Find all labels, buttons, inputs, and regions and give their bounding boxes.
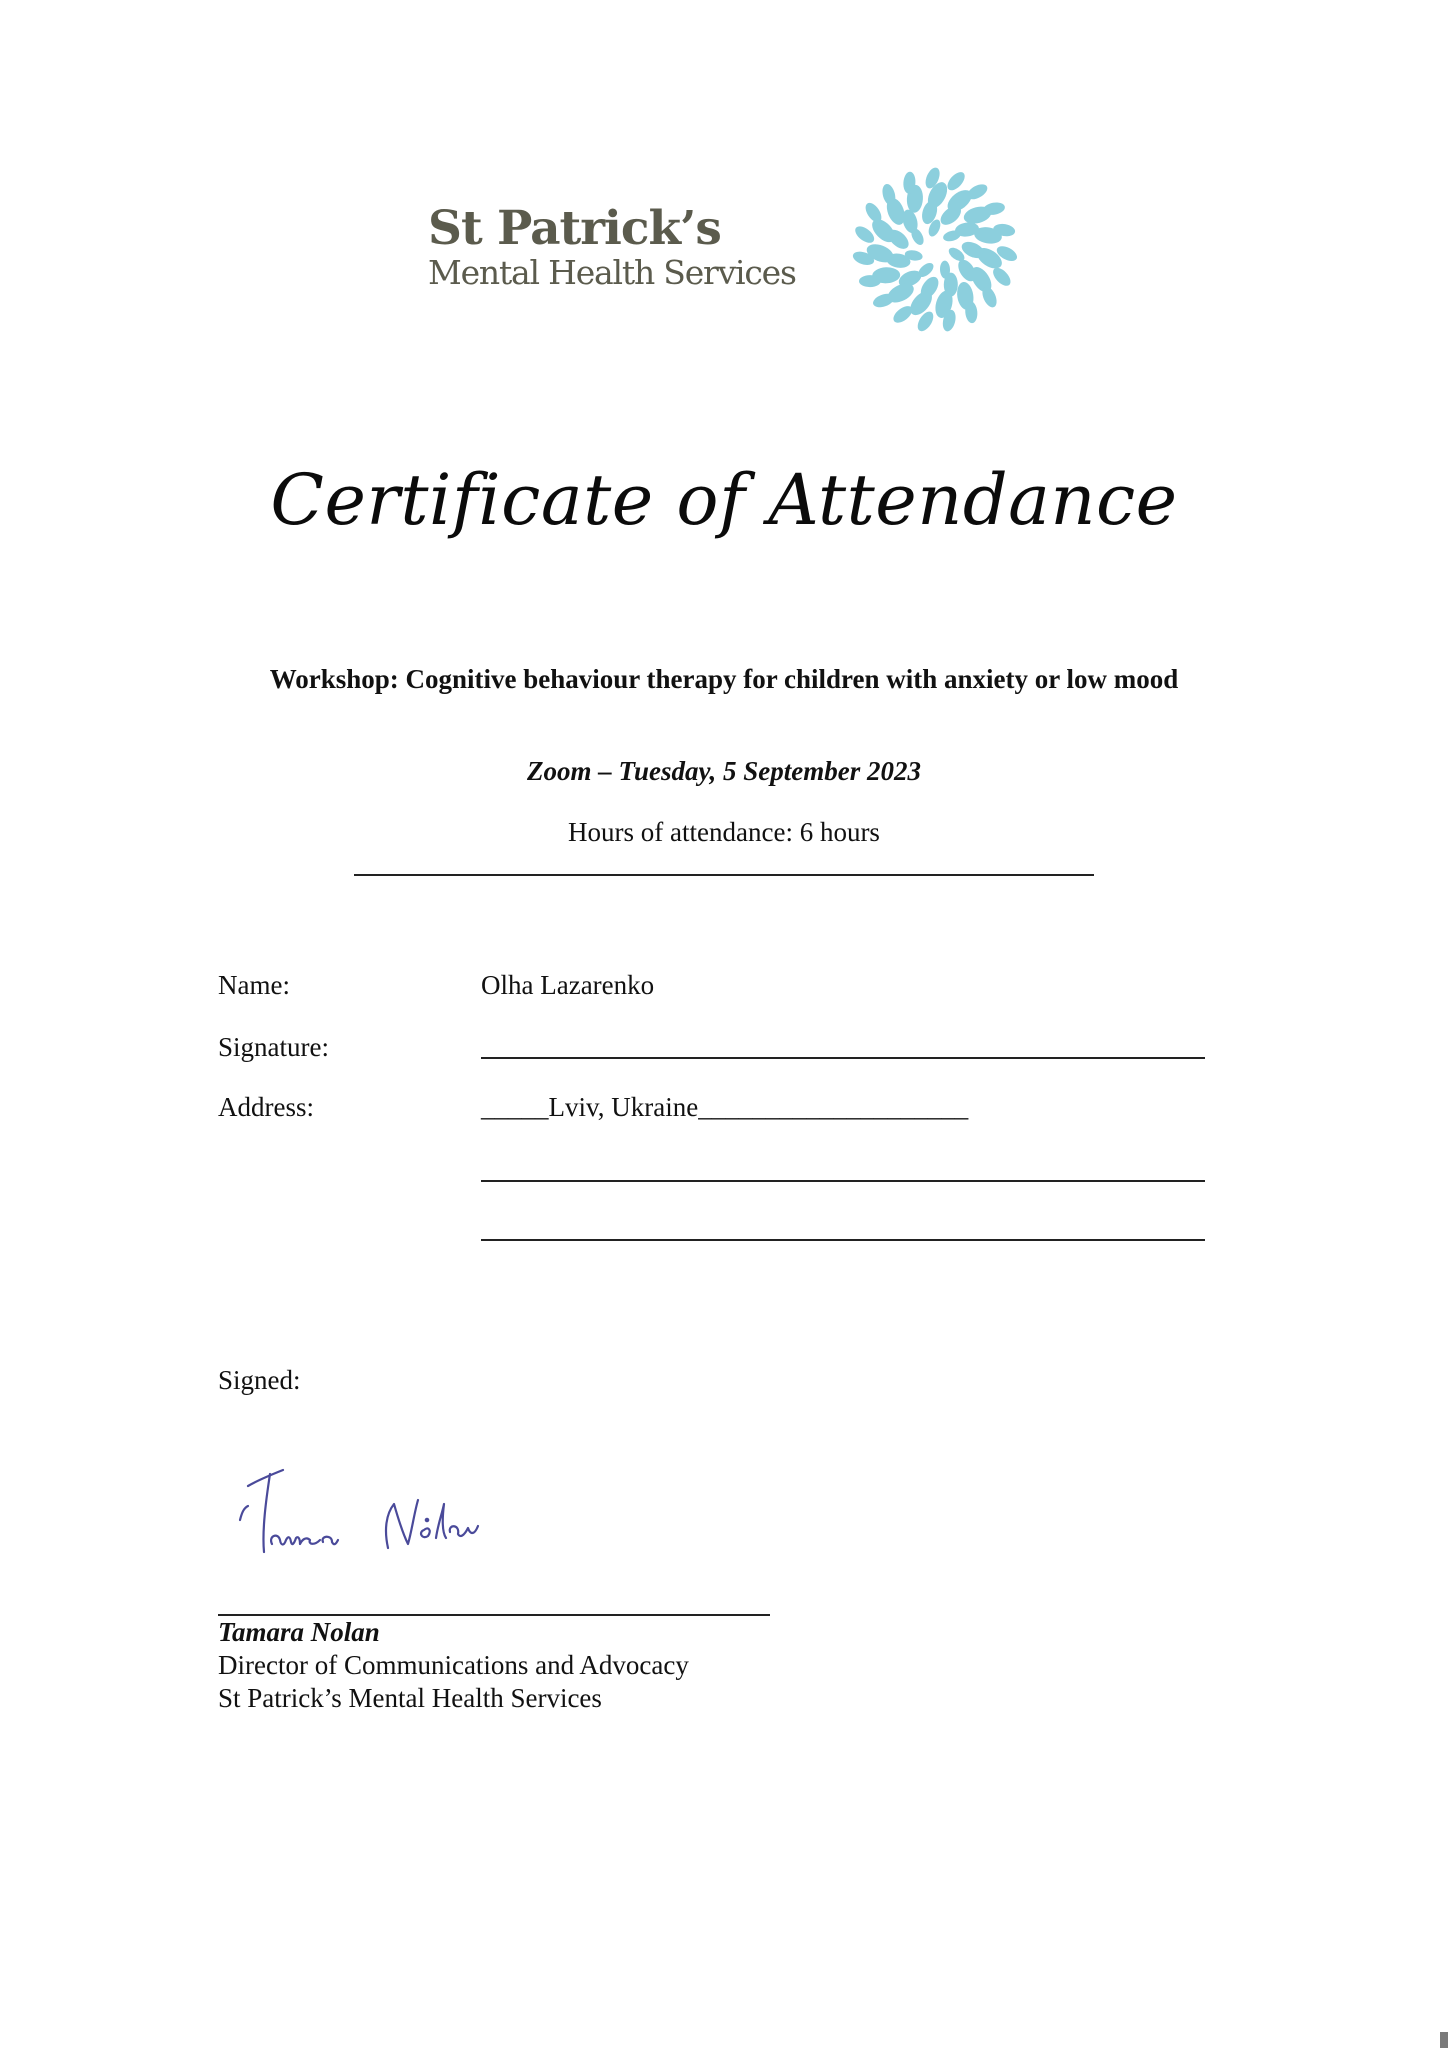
name-value: Olha Lazarenko xyxy=(481,970,655,1000)
address-line-2[interactable] xyxy=(481,1180,1205,1182)
event-date-line: Zoom – Tuesday, 5 September 2023 xyxy=(527,756,921,786)
signatory-role: Director of Communications and Advocacy xyxy=(218,1650,689,1680)
signature-label: Signature: xyxy=(218,1032,329,1062)
name-label: Name: xyxy=(218,970,290,1000)
signatory-organisation: St Patrick’s Mental Health Services xyxy=(218,1683,602,1713)
logo-main-text: St Patrick’s xyxy=(428,201,721,256)
logo-wordmark xyxy=(428,201,796,292)
handwritten-signature xyxy=(228,1460,508,1570)
address-value xyxy=(481,1091,968,1123)
address-line-3[interactable] xyxy=(481,1239,1205,1241)
address-line-prefix: _____ xyxy=(481,1092,549,1122)
address-line-suffix: ____________________ xyxy=(698,1092,969,1122)
certificate-title: Certificate of Attendance xyxy=(270,459,1178,541)
hours-of-attendance: Hours of attendance: 6 hours xyxy=(568,817,880,847)
address-text: Lviv, Ukraine xyxy=(548,1092,699,1122)
logo-sub-text: Mental Health Services xyxy=(428,253,796,292)
logo-petal xyxy=(859,275,881,287)
address-label: Address: xyxy=(218,1092,314,1122)
divider-line xyxy=(354,874,1094,876)
page-corner-marker xyxy=(1440,2032,1448,2048)
workshop-title: Workshop: Cognitive behaviour therapy for children with anxiety or low mood xyxy=(269,664,1179,694)
signature-line[interactable] xyxy=(481,1057,1205,1059)
petal-flower-icon xyxy=(850,166,1020,334)
signed-label: Signed: xyxy=(218,1365,301,1395)
signatory-name: Tamara Nolan xyxy=(218,1617,380,1647)
logo-petal xyxy=(944,169,968,193)
logo-petal xyxy=(990,265,1014,289)
